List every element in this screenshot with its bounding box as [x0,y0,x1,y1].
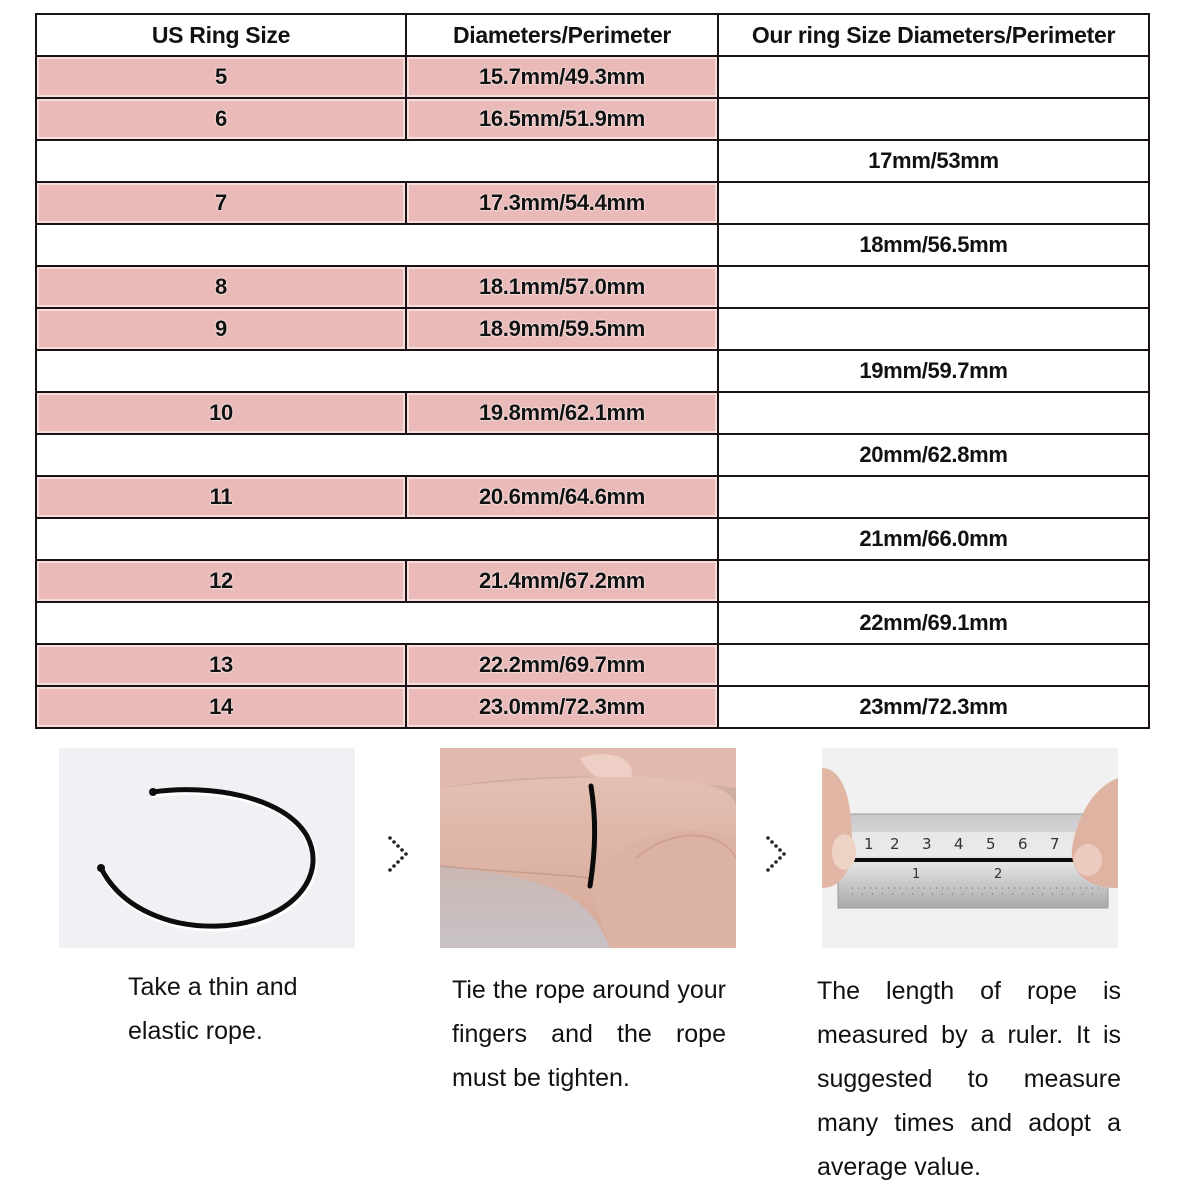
dotted-chevron-right-icon [764,832,794,876]
table-row [36,602,1149,644]
us-size-cell: 10 [36,392,406,434]
empty-us-cell [36,518,718,560]
empty-us-cell [36,140,718,182]
table-row [36,686,1149,728]
our-dimension-cell: 22mm/69.1mm [718,602,1149,644]
us-dimension-cell: 15.7mm/49.3mm [406,56,718,98]
us-dimension-cell: 22.2mm/69.7mm [406,644,718,686]
us-size-cell: 8 [36,266,406,308]
header-our-ring-size: Our ring Size Diameters/Perimeter [718,14,1149,56]
our-dimension-cell [718,560,1149,602]
us-size-cell: 14 [36,686,406,728]
us-dimension-cell: 23.0mm/72.3mm [406,686,718,728]
our-dimension-cell [718,476,1149,518]
us-dimension-cell: 16.5mm/51.9mm [406,98,718,140]
svg-text:3: 3 [922,835,932,853]
table-row [36,392,1149,434]
our-dimension-cell [718,98,1149,140]
empty-us-cell [36,350,718,392]
finger-photo [440,748,736,948]
table-header-row [36,14,1149,56]
svg-text:2: 2 [890,835,900,853]
table-row [36,560,1149,602]
our-dimension-cell [718,266,1149,308]
header-diameters-perimeter: Diameters/Perimeter [406,14,718,56]
empty-us-cell [36,224,718,266]
our-dimension-cell: 19mm/59.7mm [718,350,1149,392]
svg-text:2: 2 [994,867,1003,882]
elastic-rope-icon [59,748,355,948]
table-row [36,56,1149,98]
us-dimension-cell: 20.6mm/64.6mm [406,476,718,518]
us-dimension-cell: 18.9mm/59.5mm [406,308,718,350]
us-size-cell: 6 [36,98,406,140]
empty-us-cell [36,434,718,476]
table-row [36,476,1149,518]
step-2-caption: Tie the rope around your fingers and the rope must be tighten. [452,976,726,1092]
us-size-cell: 13 [36,644,406,686]
rope-photo [59,748,355,948]
table-row [36,518,1149,560]
empty-us-cell [36,602,718,644]
our-dimension-cell: 23mm/72.3mm [718,686,1149,728]
us-dimension-cell: 18.1mm/57.0mm [406,266,718,308]
us-dimension-cell: 21.4mm/67.2mm [406,560,718,602]
our-dimension-cell [718,644,1149,686]
table-row [36,98,1149,140]
table-row [36,644,1149,686]
svg-text:1: 1 [912,867,921,882]
dotted-chevron-right-icon [386,832,416,876]
our-dimension-cell [718,56,1149,98]
svg-text:6: 6 [1018,835,1028,853]
us-size-cell: 11 [36,476,406,518]
our-dimension-cell: 18mm/56.5mm [718,224,1149,266]
step-1-caption: Take a thin and elastic rope. [128,973,298,1045]
us-size-cell: 5 [36,56,406,98]
svg-text:1: 1 [864,835,874,853]
us-dimension-cell: 19.8mm/62.1mm [406,392,718,434]
table-row [36,434,1149,476]
table-row [36,266,1149,308]
ruler-photo [822,748,1118,948]
our-dimension-cell: 20mm/62.8mm [718,434,1149,476]
svg-text:5: 5 [986,835,996,853]
us-size-cell: 12 [36,560,406,602]
header-us-ring-size: US Ring Size [36,14,406,56]
ring-size-table [35,13,1150,729]
our-dimension-cell: 17mm/53mm [718,140,1149,182]
table-row [36,140,1149,182]
table-row [36,308,1149,350]
our-dimension-cell [718,182,1149,224]
our-dimension-cell: 21mm/66.0mm [718,518,1149,560]
us-size-cell: 7 [36,182,406,224]
our-dimension-cell [718,308,1149,350]
ruler-measurement-icon [822,748,1118,948]
table-row [36,350,1149,392]
svg-text:4: 4 [954,835,964,853]
us-size-cell: 9 [36,308,406,350]
table-row [36,224,1149,266]
rope-tied-finger-icon [440,748,736,948]
step-3-caption: The length of rope is measured by a ruler. It is suggested to measure many times and adopt a average value. [817,977,1121,1181]
us-dimension-cell: 17.3mm/54.4mm [406,182,718,224]
table-row [36,182,1149,224]
our-dimension-cell [718,392,1149,434]
svg-text:7: 7 [1050,835,1060,853]
